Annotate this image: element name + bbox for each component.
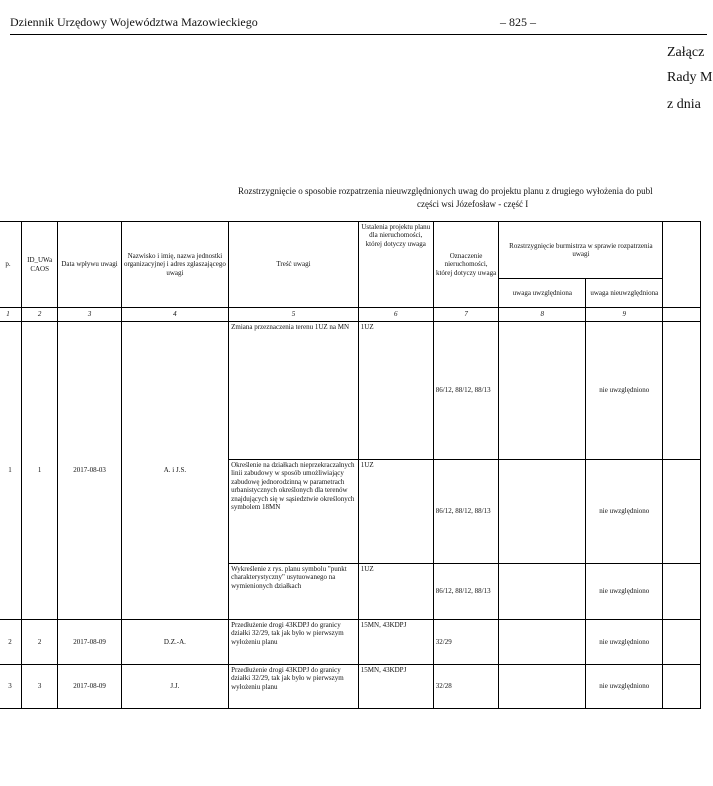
col-header-accepted: uwaga uwzględniona (499, 279, 586, 308)
row-content: Wykreślenie z rys. planu symbolu "punkt charakterystyczny" usytuowanego na wymienionych działkach (229, 564, 359, 620)
row-rejected: nie uwzględniono (586, 564, 663, 620)
row-extra (663, 564, 701, 620)
table-row (0, 322, 701, 460)
col-number: 1 (0, 308, 21, 322)
row-designation: 86/12, 88/12, 88/13 (433, 564, 499, 620)
row-extra (663, 322, 701, 460)
col-header-mayor-decision: Rozstrzygnięcie burmistrza w sprawie rozpatrzenia uwagi (499, 222, 663, 279)
row-id: 3 (21, 665, 58, 709)
header-row (0, 222, 701, 279)
row-lp: 2 (0, 620, 21, 665)
col-header-designation: Oznaczenie nieruchomości, której dotyczy uwaga (433, 222, 499, 308)
row-designation: 32/29 (433, 620, 499, 665)
row-accepted (499, 665, 586, 709)
col-number: 5 (229, 308, 359, 322)
col-number: 6 (358, 308, 433, 322)
row-content: Zmiana przeznaczenia terenu 1UZ na MN (229, 322, 359, 460)
row-rejected: nie uwzględniono (586, 665, 663, 709)
document-subtitle: części wsi Józefosław - część I (417, 199, 529, 209)
row-designation: 86/12, 88/12, 88/13 (433, 460, 499, 564)
row-name: A. i J.S. (121, 322, 228, 620)
row-id: 1 (21, 322, 58, 620)
row-provision: 1UZ (358, 460, 433, 564)
row-content: Przedłużenie drogi 43KDPJ do granicy działki 32/29, tak jak było w pierwszym wyłożeniu planu (229, 620, 359, 665)
row-content: Określenie na działkach nieprzekraczalnych linii zabudowy w sposób umożliwiający zabudowę jednorodzinną w parametrach urbanistycznych określonych dla terenów znajdujących się w sąsiedztwie określonych symbolem 18MN (229, 460, 359, 564)
col-header-date: Data wpływu uwagi (58, 222, 121, 308)
table-row (0, 620, 701, 665)
row-lp: 1 (0, 322, 21, 620)
row-id: 2 (21, 620, 58, 665)
row-date: 2017-08-03 (58, 322, 121, 620)
col-header-rejected: uwaga nieuwzględniona (586, 279, 663, 308)
row-date: 2017-08-09 (58, 665, 121, 709)
attachment-line-2: Rady M (667, 70, 713, 85)
col-header-id: ID_UWa CAOS (21, 222, 58, 308)
row-extra (663, 665, 701, 709)
document-title: Rozstrzygnięcie o sposobie rozpatrzenia nieuwzględnionych uwag do projektu planu z drugiego wyłożenia do publ (238, 186, 653, 196)
attachment-line-3: z dnia (667, 97, 701, 112)
row-accepted (499, 322, 586, 460)
col-number: 9 (586, 308, 663, 322)
row-date: 2017-08-09 (58, 620, 121, 665)
row-content: Przedłużenie drogi 43KDPJ do granicy działki 32/29, tak jak było w pierwszym wyłożeniu planu (229, 665, 359, 709)
row-provision: 1UZ (358, 322, 433, 460)
row-accepted (499, 564, 586, 620)
col-header-name: Nazwisko i imię, nazwa jednostki organizacyjnej i adres zgłaszającego uwagi (121, 222, 228, 308)
row-name: D.Z.-A. (121, 620, 228, 665)
col-number: 3 (58, 308, 121, 322)
row-provision: 15MN, 43KDPJ (358, 665, 433, 709)
col-header-content: Treść uwagi (229, 222, 359, 308)
row-designation: 32/28 (433, 665, 499, 709)
row-rejected: nie uwzględniono (586, 460, 663, 564)
remarks-table (0, 221, 701, 709)
row-extra (663, 620, 701, 665)
row-extra (663, 460, 701, 564)
row-accepted (499, 620, 586, 665)
col-header-provisions: Ustalenia projektu planu dla nieruchomości, której dotyczy uwaga (358, 222, 433, 308)
row-provision: 15MN, 43KDPJ (358, 620, 433, 665)
row-accepted (499, 460, 586, 564)
page-number: – 825 – (500, 15, 536, 29)
attachment-line-1: Załącz (667, 45, 705, 60)
col-number: 4 (121, 308, 228, 322)
row-provision: 1UZ (358, 564, 433, 620)
journal-title: Dziennik Urzędowy Województwa Mazowieckiego (10, 15, 258, 29)
row-lp: 3 (0, 665, 21, 709)
table-row (0, 665, 701, 709)
row-name: J.J. (121, 665, 228, 709)
col-number: 2 (21, 308, 58, 322)
row-rejected: nie uwzględniono (586, 322, 663, 460)
col-header-extra (663, 222, 701, 308)
header-rule (10, 34, 707, 35)
col-number: 7 (433, 308, 499, 322)
col-number (663, 308, 701, 322)
col-header-lp: p. (0, 222, 21, 308)
row-designation: 86/12, 88/12, 88/13 (433, 322, 499, 460)
col-number: 8 (499, 308, 586, 322)
row-rejected: nie uwzględniono (586, 620, 663, 665)
column-numbers-row (0, 308, 701, 322)
